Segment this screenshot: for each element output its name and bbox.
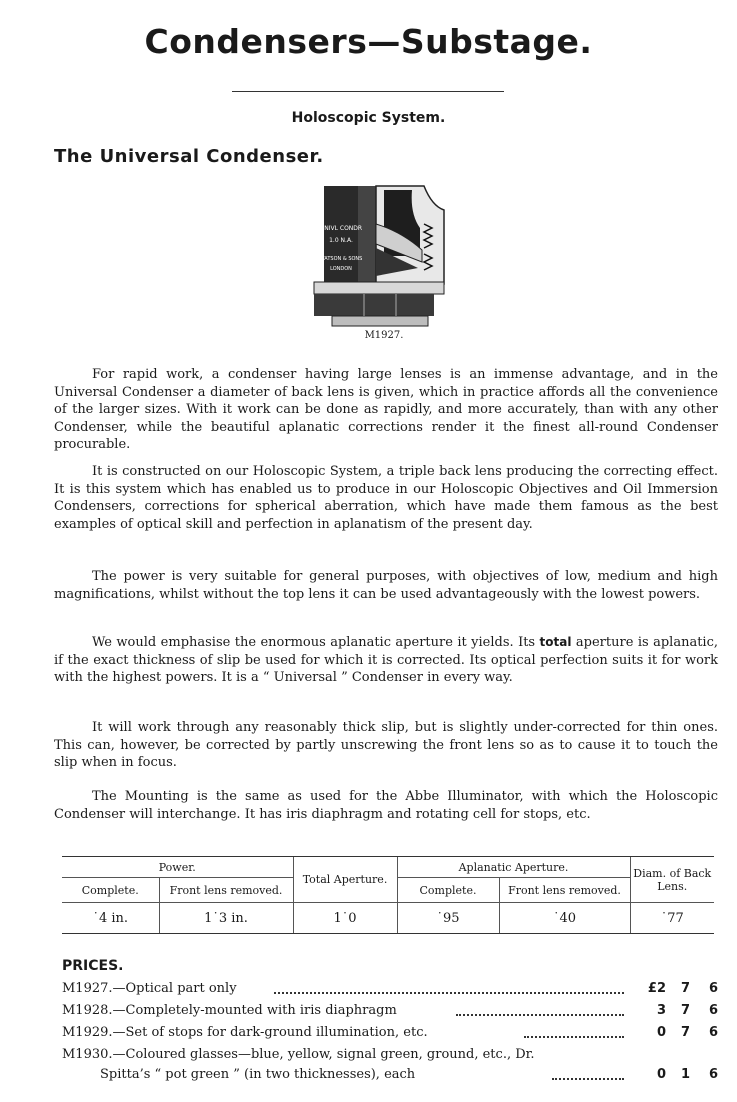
price-pounds: 3 xyxy=(656,1003,666,1018)
product-heading: The Universal Condenser. xyxy=(54,146,324,167)
price-item xyxy=(62,1024,722,1042)
leader-dots xyxy=(552,1078,624,1080)
header-aplanatic-aperture: Aplanatic Aperture. xyxy=(397,857,630,878)
paragraph-mounting: The Mounting is the same as used for the Abbe Illuminator, with which the Holoscopic Condenser will interchange. It has iris diaphragm and rotating cell for stops, etc. xyxy=(54,789,718,822)
price-item-description: M1928.—Completely-mounted with iris diaphragm xyxy=(62,1003,397,1018)
paragraph-aperture-text-a: We would emphasise the enormous aplanatic aperture it yields. Its xyxy=(92,635,540,650)
price-pounds: 0 xyxy=(656,1067,666,1082)
paragraph-power: The power is very suitable for general purposes, with objectives of low, medium and high magnifications, whilst without the top lens it can be used advantageously with the lowest powers. xyxy=(54,569,718,602)
paragraph-aperture xyxy=(54,634,718,687)
price-item-description-continued: Spitta’s “ pot green ” (in two thicknesses), each xyxy=(100,1067,416,1082)
paragraph-aperture-emphasis: total xyxy=(539,635,572,649)
price-pounds: 0 xyxy=(656,1025,666,1040)
price-pence: 6 xyxy=(708,981,718,996)
price-pence: 6 xyxy=(708,1003,718,1018)
price-pence: 6 xyxy=(708,1067,718,1082)
paragraph-rapid-work: For rapid work, a condenser having large lenses is an immense advantage, and in the Universal Condenser a diameter of back lens is given, which in practice affords all the convenience of the larger sizes. With it work can be done as rapidly, and more accurately, than with any other Condenser, while the beautiful aplanatic corrections render it the finest all-round Condenser procurable. xyxy=(54,367,718,453)
value-aplanatic-complete: ˙95 xyxy=(397,903,499,934)
page-title: Condensers—Substage. xyxy=(144,22,593,61)
price-item-description: M1930.—Coloured glasses—blue, yellow, signal green, ground, etc., Dr. xyxy=(62,1047,535,1062)
figure-caption: M1927. xyxy=(364,330,404,341)
price-shillings: 1 xyxy=(680,1067,690,1082)
price-shillings: 7 xyxy=(680,981,690,996)
engraving-line-4: LONDON xyxy=(330,266,352,272)
price-item-description: M1927.—Optical part only xyxy=(62,981,237,996)
header-aplanatic-front-removed: Front lens removed. xyxy=(499,878,630,903)
leader-dots xyxy=(524,1036,624,1038)
paragraph-aperture-text-b: aperture is aplanatic, if the exact thickness of slip be used for which it is corrected. Its optical perfection suits it for work with the highest powers. It is a “ Universal ” Condenser in every way. xyxy=(54,635,718,686)
engraving-line-2: 1.0 N.A. xyxy=(329,237,353,244)
price-item xyxy=(62,1046,722,1086)
title-rule xyxy=(232,91,504,92)
header-total-aperture: Total Aperture. xyxy=(293,857,397,903)
value-aplanatic-front-removed: ˙40 xyxy=(499,903,630,934)
price-item-description: M1929.—Set of stops for dark-ground illumination, etc. xyxy=(62,1025,428,1040)
prices-heading: PRICES. xyxy=(62,958,124,974)
condenser-illustration xyxy=(312,184,457,329)
paragraph-holoscopic-system: It is constructed on our Holoscopic System, a triple back lens producing the correcting effect. It is this system which has enabled us to produce in our Holoscopic Objectives and Oil Immersion Condensers, corrections for spherical aberration, which have made them famous as the best examples of optical skill and perfection in aplanatism of the present day. xyxy=(54,464,718,532)
leader-dots xyxy=(274,992,624,994)
value-power-complete: ˙4 in. xyxy=(62,903,159,934)
value-diam-back-lens: ˙77 xyxy=(630,903,714,934)
leader-dots xyxy=(456,1014,624,1016)
value-power-front-removed: 1˙3 in. xyxy=(159,903,293,934)
header-power-front-removed: Front lens removed. xyxy=(159,878,293,903)
price-item xyxy=(62,1002,722,1020)
engraving-line-3: WATSON & SONS xyxy=(319,256,363,262)
price-shillings: 7 xyxy=(680,1003,690,1018)
specifications-table xyxy=(62,856,714,934)
price-pence: 6 xyxy=(708,1025,718,1040)
section-subtitle: Holoscopic System. xyxy=(291,110,446,126)
header-power-complete: Complete. xyxy=(62,878,159,903)
value-total-aperture: 1˙0 xyxy=(293,903,397,934)
engraving-line-1: UNIVL CONDR xyxy=(319,225,363,232)
header-aplanatic-complete: Complete. xyxy=(397,878,499,903)
price-shillings: 7 xyxy=(680,1025,690,1040)
header-power: Power. xyxy=(62,857,293,878)
paragraph-thin-slips: It will work through any reasonably thick slip, but is slightly under-corrected for thin ones. This can, however, be corrected by partly unscrewing the front lens so as to cause it to touch the slip when in focus. xyxy=(54,720,718,771)
price-pounds: £2 xyxy=(647,981,666,996)
price-item xyxy=(62,980,722,998)
header-diam-back-lens: Diam. of Back Lens. xyxy=(630,857,714,903)
